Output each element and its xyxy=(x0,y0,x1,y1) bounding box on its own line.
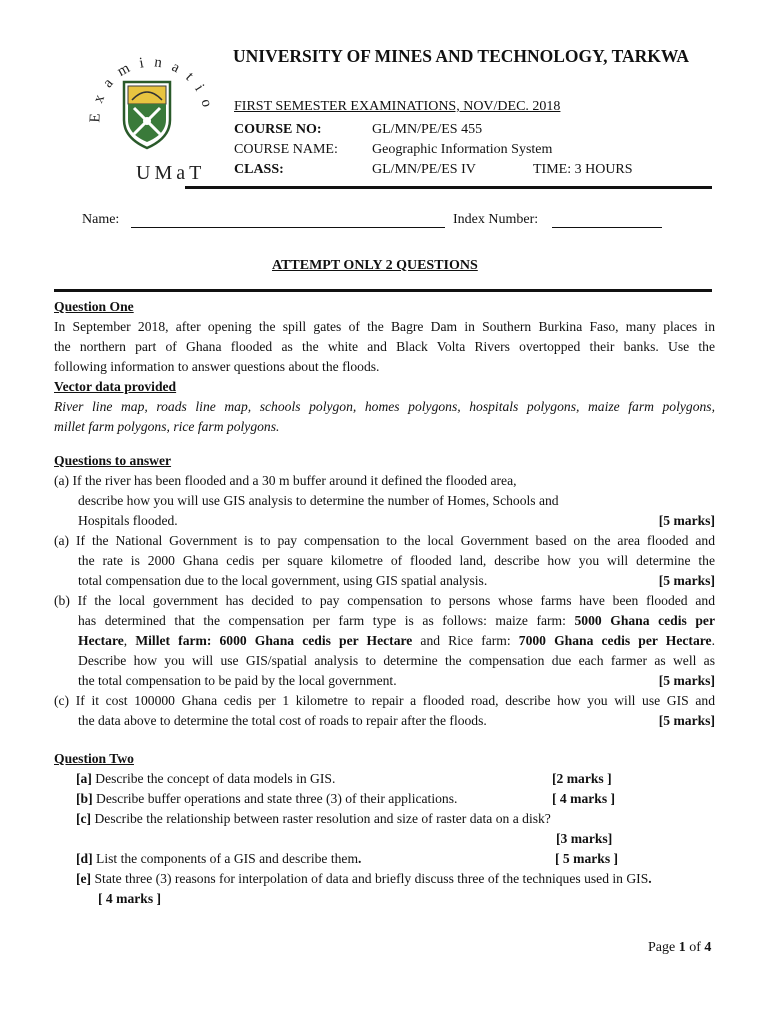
exam-time: TIME: 3 HOURS xyxy=(533,162,633,177)
q2e xyxy=(54,869,717,889)
class-label: CLASS: xyxy=(234,162,284,177)
course-no: GL/MN/PE/ES 455 xyxy=(372,122,483,137)
q1a-line-1: (a) If the river has been flooded and a 30 m buffer around it defined the flooded area, xyxy=(54,473,517,488)
course-name-label: COURSE NAME: xyxy=(234,142,338,157)
q1a2-line-2: the rate is 2000 Ghana cedis per square kilometre of flooded land, describe how you will determine the xyxy=(78,553,715,568)
q1c-line-2 xyxy=(54,711,715,731)
q2b-tag: [b] xyxy=(76,791,93,806)
q2e-text: State three (3) reasons for interpolation of data and briefly discuss three of the techniques used in GIS xyxy=(91,871,649,886)
index-number-field[interactable] xyxy=(552,227,662,228)
umat-logo xyxy=(72,34,222,184)
svg-text:E x a m i n a t i o n s U n i: E x a m i n a t i o xyxy=(87,54,216,123)
q1b-line-4: Describe how you will use GIS/spatial analysis to determine the compensation due each farmer as well as xyxy=(78,653,715,668)
q1b-line-2 xyxy=(54,611,715,631)
q1c-text: the data above to determine the total cost of roads to repair after the floods. xyxy=(78,713,487,728)
q1b-line-5 xyxy=(54,671,715,691)
q2e-dot: . xyxy=(648,871,652,886)
q2a-tag: [a] xyxy=(76,771,92,786)
q2a-text: Describe the concept of data models in GIS. xyxy=(91,771,336,786)
university-title: UNIVERSITY OF MINES AND TECHNOLOGY, TARKWA xyxy=(233,46,690,66)
q1b-rice-rate: 7000 Ghana cedis per Hectare xyxy=(518,633,712,648)
q1b-period: . xyxy=(711,633,715,648)
q2e-marks: [ 4 marks ] xyxy=(98,891,162,906)
page-of: of xyxy=(685,940,705,955)
intro-line-2: the northern part of Ghana flooded as the white and Black Volta Rivers overtopped their banks. Use the xyxy=(54,339,715,354)
q2c-tag: [c] xyxy=(76,811,92,826)
exam-title: FIRST SEMESTER EXAMINATIONS, NOV/DEC. 2018 xyxy=(234,99,561,114)
q2e-tag: [e] xyxy=(76,871,92,886)
q2c-marks-row xyxy=(54,829,717,849)
q1b-marks: [5 marks] xyxy=(658,673,715,688)
q2a xyxy=(54,769,717,789)
question-one xyxy=(54,297,715,437)
q2d-marks: [ 5 marks ] xyxy=(555,851,619,866)
q1a-line-2: describe how you will use GIS analysis to determine the number of Homes, Schools and xyxy=(78,493,559,508)
q1a-text: Hospitals flooded. xyxy=(78,513,178,528)
class-value: GL/MN/PE/ES IV xyxy=(372,162,476,177)
question-1a xyxy=(54,471,715,531)
q1a2-marks: [5 marks] xyxy=(658,573,715,588)
q1c-line-1: (c) If it cost 100000 Ghana cedis per 1 kilometre to repair a flooded road, describe how you will use GIS and xyxy=(54,693,715,708)
q2c-marks: [3 marks] xyxy=(556,831,613,846)
question-two-title: Question Two xyxy=(54,751,134,766)
q2e-marks-row xyxy=(54,889,717,909)
header-rule xyxy=(185,186,712,189)
q1b-text: the total compensation to be paid by the local government. xyxy=(78,673,397,688)
page-current: 1 xyxy=(678,940,686,955)
section-rule xyxy=(54,289,712,292)
question-two xyxy=(54,749,717,909)
q2a-marks: [2 marks ] xyxy=(552,771,612,786)
q1a2-line-1: (a) If the National Government is to pay compensation to the local Government based on the area flooded and xyxy=(54,533,715,548)
q2d-text: List the components of a GIS and describe them xyxy=(92,851,359,866)
q1b-l2-text: has determined that the compensation per farm type is as follows: maize farm: xyxy=(78,613,575,628)
questions-to-answer xyxy=(54,451,715,731)
q1a2-line-3 xyxy=(54,571,715,591)
page-total: 4 xyxy=(704,940,712,955)
vector-line-1: River line map, roads line map, schools polygon, homes polygons, hospitals polygons, maize farm polygons, xyxy=(54,399,715,414)
question-1a-second xyxy=(54,531,715,591)
instruction-heading: ATTEMPT ONLY 2 QUESTIONS xyxy=(272,258,478,273)
q1b-millet-rate: Millet farm: 6000 Ghana cedis per Hectare xyxy=(135,633,413,648)
q2d-tag: [d] xyxy=(76,851,93,866)
page-number xyxy=(648,940,711,956)
vector-line-2: millet farm polygons, rice farm polygons. xyxy=(54,419,280,434)
q2b-marks: [ 4 marks ] xyxy=(552,791,616,806)
svg-text:UMaT: UMaT xyxy=(136,162,206,184)
q1b-line-1: (b) If the local government has decided to pay compensation to persons whose farms have been flooded and xyxy=(54,593,715,608)
page-label: Page xyxy=(648,940,679,955)
q1b-maize-rate: 5000 Ghana cedis per xyxy=(574,613,716,628)
index-number-label: Index Number: xyxy=(453,212,539,227)
q1b-hectare: Hectare xyxy=(78,633,124,648)
q2c xyxy=(54,809,717,829)
q2c-text: Describe the relationship between raster resolution and size of raster data on a disk? xyxy=(91,811,551,826)
q1c-marks: [5 marks] xyxy=(658,713,715,728)
q2d-dot: . xyxy=(358,851,362,866)
question-1c xyxy=(54,691,715,731)
q1a-marks: [5 marks] xyxy=(658,513,715,528)
course-no-label: COURSE NO: xyxy=(234,122,322,137)
q2b xyxy=(54,789,717,809)
course-name: Geographic Information System xyxy=(372,142,553,157)
question-one-title: Question One xyxy=(54,299,134,314)
questions-title: Questions to answer xyxy=(54,453,172,468)
intro-line-1: In September 2018, after opening the spill gates of the Bagre Dam in Southern Burkina Faso, many places in xyxy=(54,319,715,334)
name-label: Name: xyxy=(82,212,120,227)
q2d xyxy=(54,849,717,869)
question-1b xyxy=(54,591,715,691)
q1b-and-rice: and Rice farm: xyxy=(412,633,519,648)
q1b-line-3 xyxy=(54,631,715,651)
intro-line-3: following information to answer questions about the floods. xyxy=(54,359,380,374)
name-field[interactable] xyxy=(131,227,445,228)
vector-data-title: Vector data provided xyxy=(54,379,177,394)
q1a2-text: total compensation due to the local government, using GIS spatial analysis. xyxy=(78,573,488,588)
q2b-text: Describe buffer operations and state three (3) of their applications. xyxy=(92,791,458,806)
q1b-comma: , xyxy=(123,633,136,648)
q1a-line-3 xyxy=(54,511,715,531)
